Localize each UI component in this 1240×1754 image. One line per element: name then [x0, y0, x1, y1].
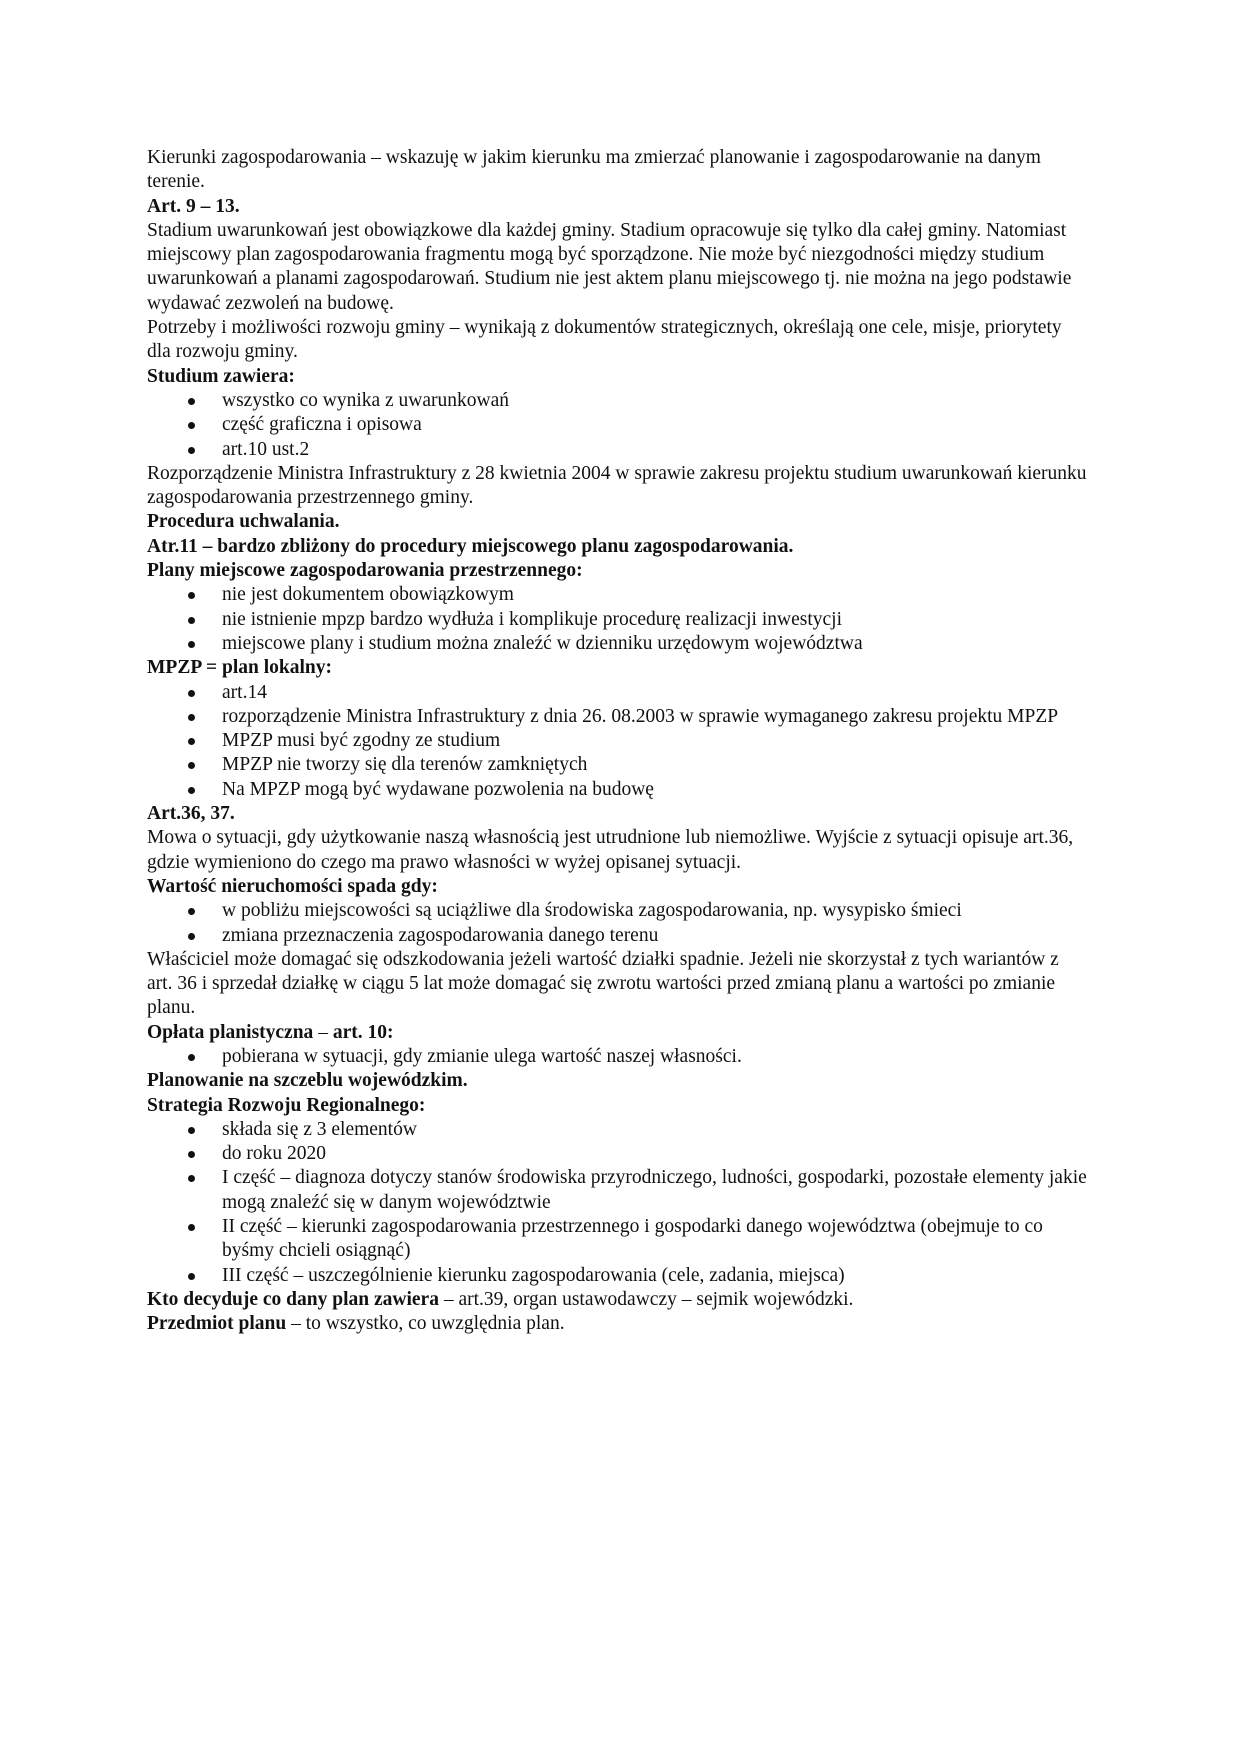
- list-wartosc: [147, 899, 1087, 948]
- list-item-text: rozporządzenie Ministra Infrastruktury z dnia 26. 08.2003 w sprawie wymaganego zakresu projektu MPZP: [222, 705, 1059, 727]
- paragraph-kierunki: Kierunki zagospodarowania – wskazuję w jakim kierunku ma zmierzać planowanie i zagospodarowanie na danym terenie.: [147, 147, 1041, 193]
- paragraph-kto-decyduje: [147, 1288, 1087, 1312]
- list-item-text: MPZP nie tworzy się dla terenów zamkniętych: [222, 754, 588, 776]
- list-item: [147, 608, 1087, 632]
- bullet-icon: [188, 641, 195, 648]
- oplata-art: art. 10:: [332, 1021, 394, 1043]
- bullet-icon: [188, 592, 195, 599]
- heading-oplata: [147, 1021, 1087, 1045]
- bullet-icon: [188, 422, 195, 429]
- list-item: [147, 753, 1087, 777]
- list-item-text: miejscowe plany i studium można znaleźć w dzienniku urzędowym województwa: [222, 632, 863, 654]
- document-page: [147, 146, 1087, 1337]
- bullet-icon: [188, 714, 195, 721]
- list-oplata: [147, 1045, 1087, 1069]
- list-item-text: III część – uszczególnienie kierunku zagospodarowania (cele, zadania, miejsca): [222, 1264, 845, 1286]
- list-item-text: do roku 2020: [222, 1143, 326, 1165]
- list-item: [147, 1045, 1087, 1069]
- list-item: [147, 778, 1087, 802]
- heading-atr-11: Atr.11 – bardzo zbliżony do procedury miejscowego planu zagospodarowania.: [147, 535, 794, 557]
- bullet-icon: [188, 908, 195, 915]
- list-item: [147, 1264, 1087, 1288]
- oplata-dash: –: [313, 1021, 333, 1043]
- list-item-text: zmiana przeznaczenia zagospodarowania danego terenu: [222, 924, 659, 946]
- paragraph-potrzeby: Potrzeby i możliwości rozwoju gminy – wynikają z dokumentów strategicznych, określają one cele, misje, priorytety dla rozwoju gminy.: [147, 317, 1062, 363]
- przedmiot-label: Przedmiot planu: [147, 1313, 287, 1335]
- list-item-text: nie istnienie mpzp bardzo wydłuża i komplikuje procedurę realizacji inwestycji: [222, 608, 842, 630]
- list-item: [147, 1142, 1087, 1166]
- bullet-icon: [188, 1151, 195, 1158]
- list-item: [147, 899, 1087, 923]
- kto-text: – art.39, organ ustawodawczy – sejmik wojewódzki.: [438, 1288, 854, 1310]
- bullet-icon: [188, 1127, 195, 1134]
- bullet-icon: [188, 1273, 195, 1280]
- list-item-text: część graficzna i opisowa: [222, 414, 422, 436]
- bullet-icon: [188, 690, 195, 697]
- list-item-text: art.10 ust.2: [222, 438, 310, 460]
- paragraph-rozporzadzenie: Rozporządzenie Ministra Infrastruktury z 28 kwietnia 2004 w sprawie zakresu projektu studium uwarunkowań kierunku zagospodarowania przestrzennego gminy.: [147, 462, 1087, 509]
- heading-wartosc: Wartość nieruchomości spada gdy:: [147, 875, 438, 897]
- list-item-text: składa się z 3 elementów: [222, 1118, 417, 1140]
- list-item: [147, 438, 1087, 462]
- list-item-text: I część – diagnoza dotyczy stanów środowiska przyrodniczego, ludności, gospodarki, pozostałe elementy jakie mogą znaleźć się w danym województwie: [222, 1167, 1087, 1213]
- list-item: [147, 1166, 1087, 1215]
- bullet-icon: [188, 398, 195, 405]
- bullet-icon: [188, 1224, 195, 1231]
- list-item-text: nie jest dokumentem obowiązkowym: [222, 584, 514, 606]
- list-item: [147, 413, 1087, 437]
- bullet-icon: [188, 787, 195, 794]
- heading-studium-zawiera: Studium zawiera:: [147, 365, 295, 387]
- bullet-icon: [188, 1054, 195, 1061]
- paragraph-stadium: Stadium uwarunkowań jest obowiązkowe dla każdej gminy. Stadium opracowuje się tylko dla całej gminy. Natomiast miejscowy plan zagospodarowania fragmentu mogą być sporządzone. Nie może być niezgodności między studium uwarunkowań a planami zagospodarowań. Studium nie jest aktem planu miejscowego tj. nie można na jego podstawie wydawać zezwoleń na budowę.: [147, 219, 1072, 314]
- list-item: [147, 389, 1087, 413]
- list-item-text: II część – kierunki zagospodarowania przestrzennego i gospodarki danego województwa (obejmuje to co byśmy chcieli osiągnąć): [222, 1216, 1043, 1262]
- list-item: [147, 681, 1087, 705]
- list-item-text: art.14: [222, 681, 267, 703]
- list-item-text: pobierana w sytuacji, gdy zmianie ulega wartość naszej własności.: [222, 1045, 742, 1067]
- list-item-text: Na MPZP mogą być wydawane pozwolenia na budowę: [222, 778, 654, 800]
- heading-mpzp: MPZP = plan lokalny:: [147, 657, 333, 679]
- heading-planowanie: Planowanie na szczeblu wojewódzkim.: [147, 1070, 468, 1092]
- bullet-icon: [188, 1175, 195, 1182]
- list-strategia: [147, 1118, 1087, 1288]
- list-item-text: wszystko co wynika z uwarunkowań: [222, 389, 510, 411]
- bullet-icon: [188, 617, 195, 624]
- list-item: [147, 1215, 1087, 1264]
- list-item: [147, 729, 1087, 753]
- heading-art-9-13: Art. 9 – 13.: [147, 195, 240, 217]
- list-item-text: w pobliżu miejscowości są uciążliwe dla środowiska zagospodarowania, np. wysypisko śmieci: [222, 900, 962, 922]
- list-plany: [147, 583, 1087, 656]
- oplata-label: Opłata planistyczna: [147, 1021, 314, 1043]
- list-mpzp: [147, 681, 1087, 802]
- list-item: [147, 583, 1087, 607]
- heading-strategia: Strategia Rozwoju Regionalnego:: [147, 1094, 426, 1116]
- list-item: [147, 924, 1087, 948]
- paragraph-wlasciciel: Właściciel może domagać się odszkodowania jeżeli wartość działki spadnie. Jeżeli nie skorzystał z tych wariantów z art. 36 i sprzedał działkę w ciągu 5 lat może domagać się zwrotu wartości przed zmianą planu a wartości po zmianie planu.: [147, 948, 1059, 1019]
- przedmiot-text: – to wszystko, co uwzględnia plan.: [286, 1313, 565, 1335]
- paragraph-mowa: Mowa o sytuacji, gdy użytkowanie naszą własnością jest utrudnione lub niemożliwe. Wyjście z sytuacji opisuje art.36, gdzie wymieniono do czego ma prawo własności w wyżej opisanej sytuacji.: [147, 827, 1074, 873]
- kto-label: Kto decyduje co dany plan zawiera: [147, 1288, 439, 1310]
- list-item: [147, 632, 1087, 656]
- list-item: [147, 705, 1087, 729]
- heading-art-36-37: Art.36, 37.: [147, 803, 235, 825]
- heading-procedura: Procedura uchwalania.: [147, 511, 340, 533]
- bullet-icon: [188, 738, 195, 745]
- bullet-icon: [188, 762, 195, 769]
- bullet-icon: [188, 447, 195, 454]
- bullet-icon: [188, 933, 195, 940]
- paragraph-przedmiot: [147, 1312, 1087, 1336]
- list-item: [147, 1118, 1087, 1142]
- heading-plany-miejscowe: Plany miejscowe zagospodarowania przestrzennego:: [147, 560, 583, 582]
- list-studium: [147, 389, 1087, 462]
- list-item-text: MPZP musi być zgodny ze studium: [222, 730, 501, 752]
